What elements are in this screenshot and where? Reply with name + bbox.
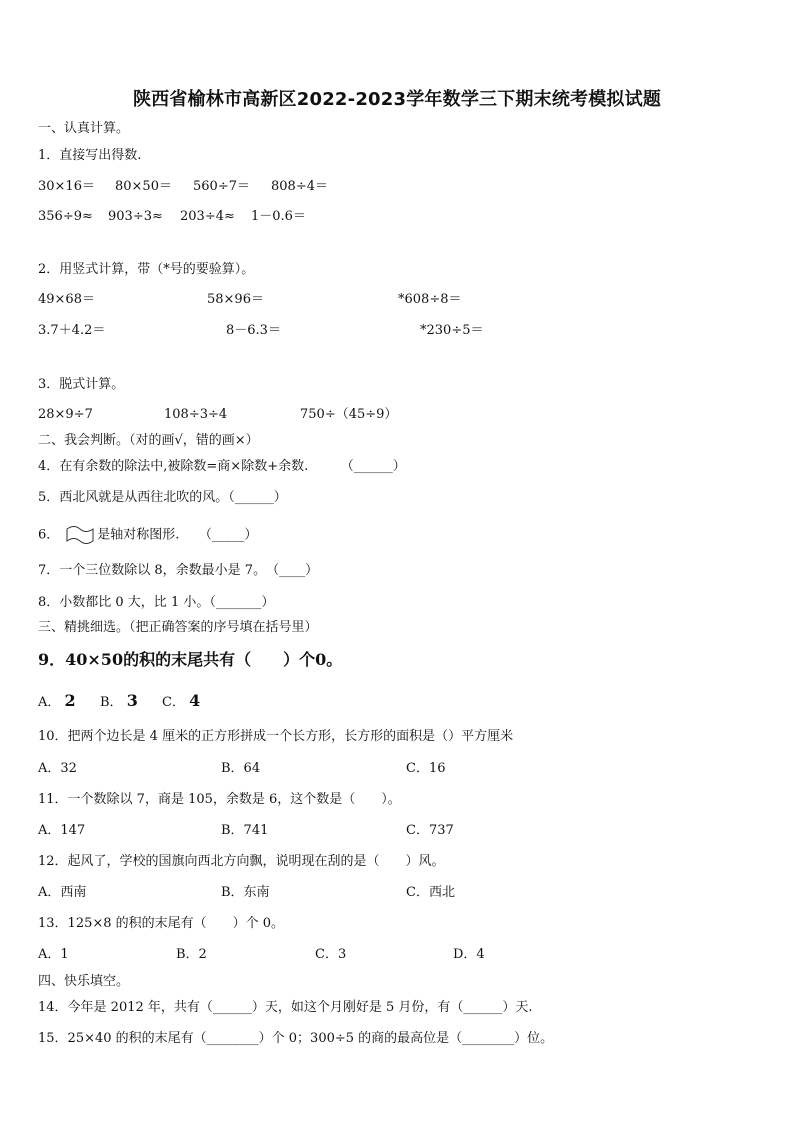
section-heading-2: 二、我会判断。（对的画√，错的画×） [38, 433, 259, 448]
question-5: 5．西北风就是从西往北吹的风。（______） [38, 490, 287, 505]
calc-item: 356÷9≈ [38, 209, 93, 224]
calc-item: 3.7＋4.2＝ [38, 323, 106, 338]
page-title: 陕西省榆林市高新区2022-2023学年数学三下期末统考模拟试题 [132, 89, 662, 110]
question-15: 15．25×40 的积的末尾有（________）个 0；300÷5 的商的最高位是（________）位。 [38, 1031, 554, 1046]
option-a: A．1 [38, 947, 69, 962]
calc-item: 203÷4≈ [180, 209, 235, 224]
question-10-prompt: 10．把两个边长是 4 厘米的正方形拼成一个长方形，长方形的面积是（）平方厘米 [38, 729, 514, 744]
question-2-prompt: 2．用竖式计算，带（*号的要验算）。 [38, 262, 255, 277]
calc-item: *608÷8＝ [398, 292, 462, 307]
question-4: 4．在有余数的除法中,被除数=商×除数+余数. （______） [38, 459, 406, 474]
calc-item: 58×96＝ [207, 292, 264, 307]
section-heading-4: 四、快乐填空。 [38, 974, 130, 989]
option-c: C．737 [406, 823, 454, 838]
option-b: B．东南 [221, 885, 270, 900]
option-b: B．2 [176, 947, 207, 962]
question-11-prompt: 11．一个数除以 7，商是 105，余数是 6，这个数是（ ）。 [38, 792, 401, 807]
question-3-prompt: 3．脱式计算。 [38, 377, 125, 392]
calc-item: *230÷5＝ [420, 323, 484, 338]
question-14: 14．今年是 2012 年，共有（______）天，如这个月刚好是 5 月份，有（______）天. [38, 1000, 533, 1015]
calc-item: 808÷4＝ [271, 179, 328, 194]
question-1-prompt: 1．直接写出得数. [38, 148, 142, 163]
option-d: D．4 [453, 947, 485, 962]
section-heading-3: 三、精挑细选。（把正确答案的序号填在括号里） [38, 620, 318, 635]
question-6-number: 6． [38, 527, 60, 543]
option-c: C．3 [315, 947, 347, 962]
calc-item: 8－6.3＝ [226, 323, 281, 338]
option-a: A．147 [38, 823, 86, 838]
section-heading-1: 一、认真计算。 [38, 121, 130, 136]
question-9-prompt: 9．40×50的积的末尾共有（ ）个0。 [38, 650, 343, 669]
option-c: C．西北 [406, 885, 455, 900]
option-a: A．32 [38, 761, 77, 776]
wave-shape-icon [65, 524, 95, 546]
option-c: C．16 [406, 761, 446, 776]
calc-item: 80×50＝ [115, 179, 172, 194]
question-7: 7．一个三位数除以 8，余数最小是 7。 （____） [38, 563, 319, 578]
calc-item: 903÷3≈ [108, 209, 163, 224]
option-a: A． 2 [38, 691, 76, 710]
option-b: B．64 [221, 761, 261, 776]
question-6-text: 是轴对称图形. （_____） [97, 527, 258, 543]
calc-item: 30×16＝ [38, 179, 95, 194]
calc-item: 1－0.6＝ [251, 209, 306, 224]
question-6 [38, 524, 257, 547]
question-13-prompt: 13．125×8 的积的末尾有（ ）个 0。 [38, 916, 285, 931]
option-b: B．741 [221, 823, 269, 838]
option-b: B． 3 [100, 691, 138, 710]
option-a: A．西南 [38, 885, 87, 900]
calc-item: 28×9÷7 [38, 407, 93, 422]
calc-item: 560÷7＝ [193, 179, 250, 194]
option-c: C． 4 [162, 691, 201, 710]
question-12-prompt: 12．起风了，学校的国旗向西北方向飘，说明现在刮的是（ ）风。 [38, 854, 445, 869]
calc-item: 108÷3÷4 [164, 407, 228, 422]
question-8: 8．小数都比 0 大，比 1 小。（_______） [38, 595, 275, 610]
calc-item: 49×68＝ [38, 292, 95, 307]
calc-item: 750÷（45÷9） [300, 407, 398, 422]
